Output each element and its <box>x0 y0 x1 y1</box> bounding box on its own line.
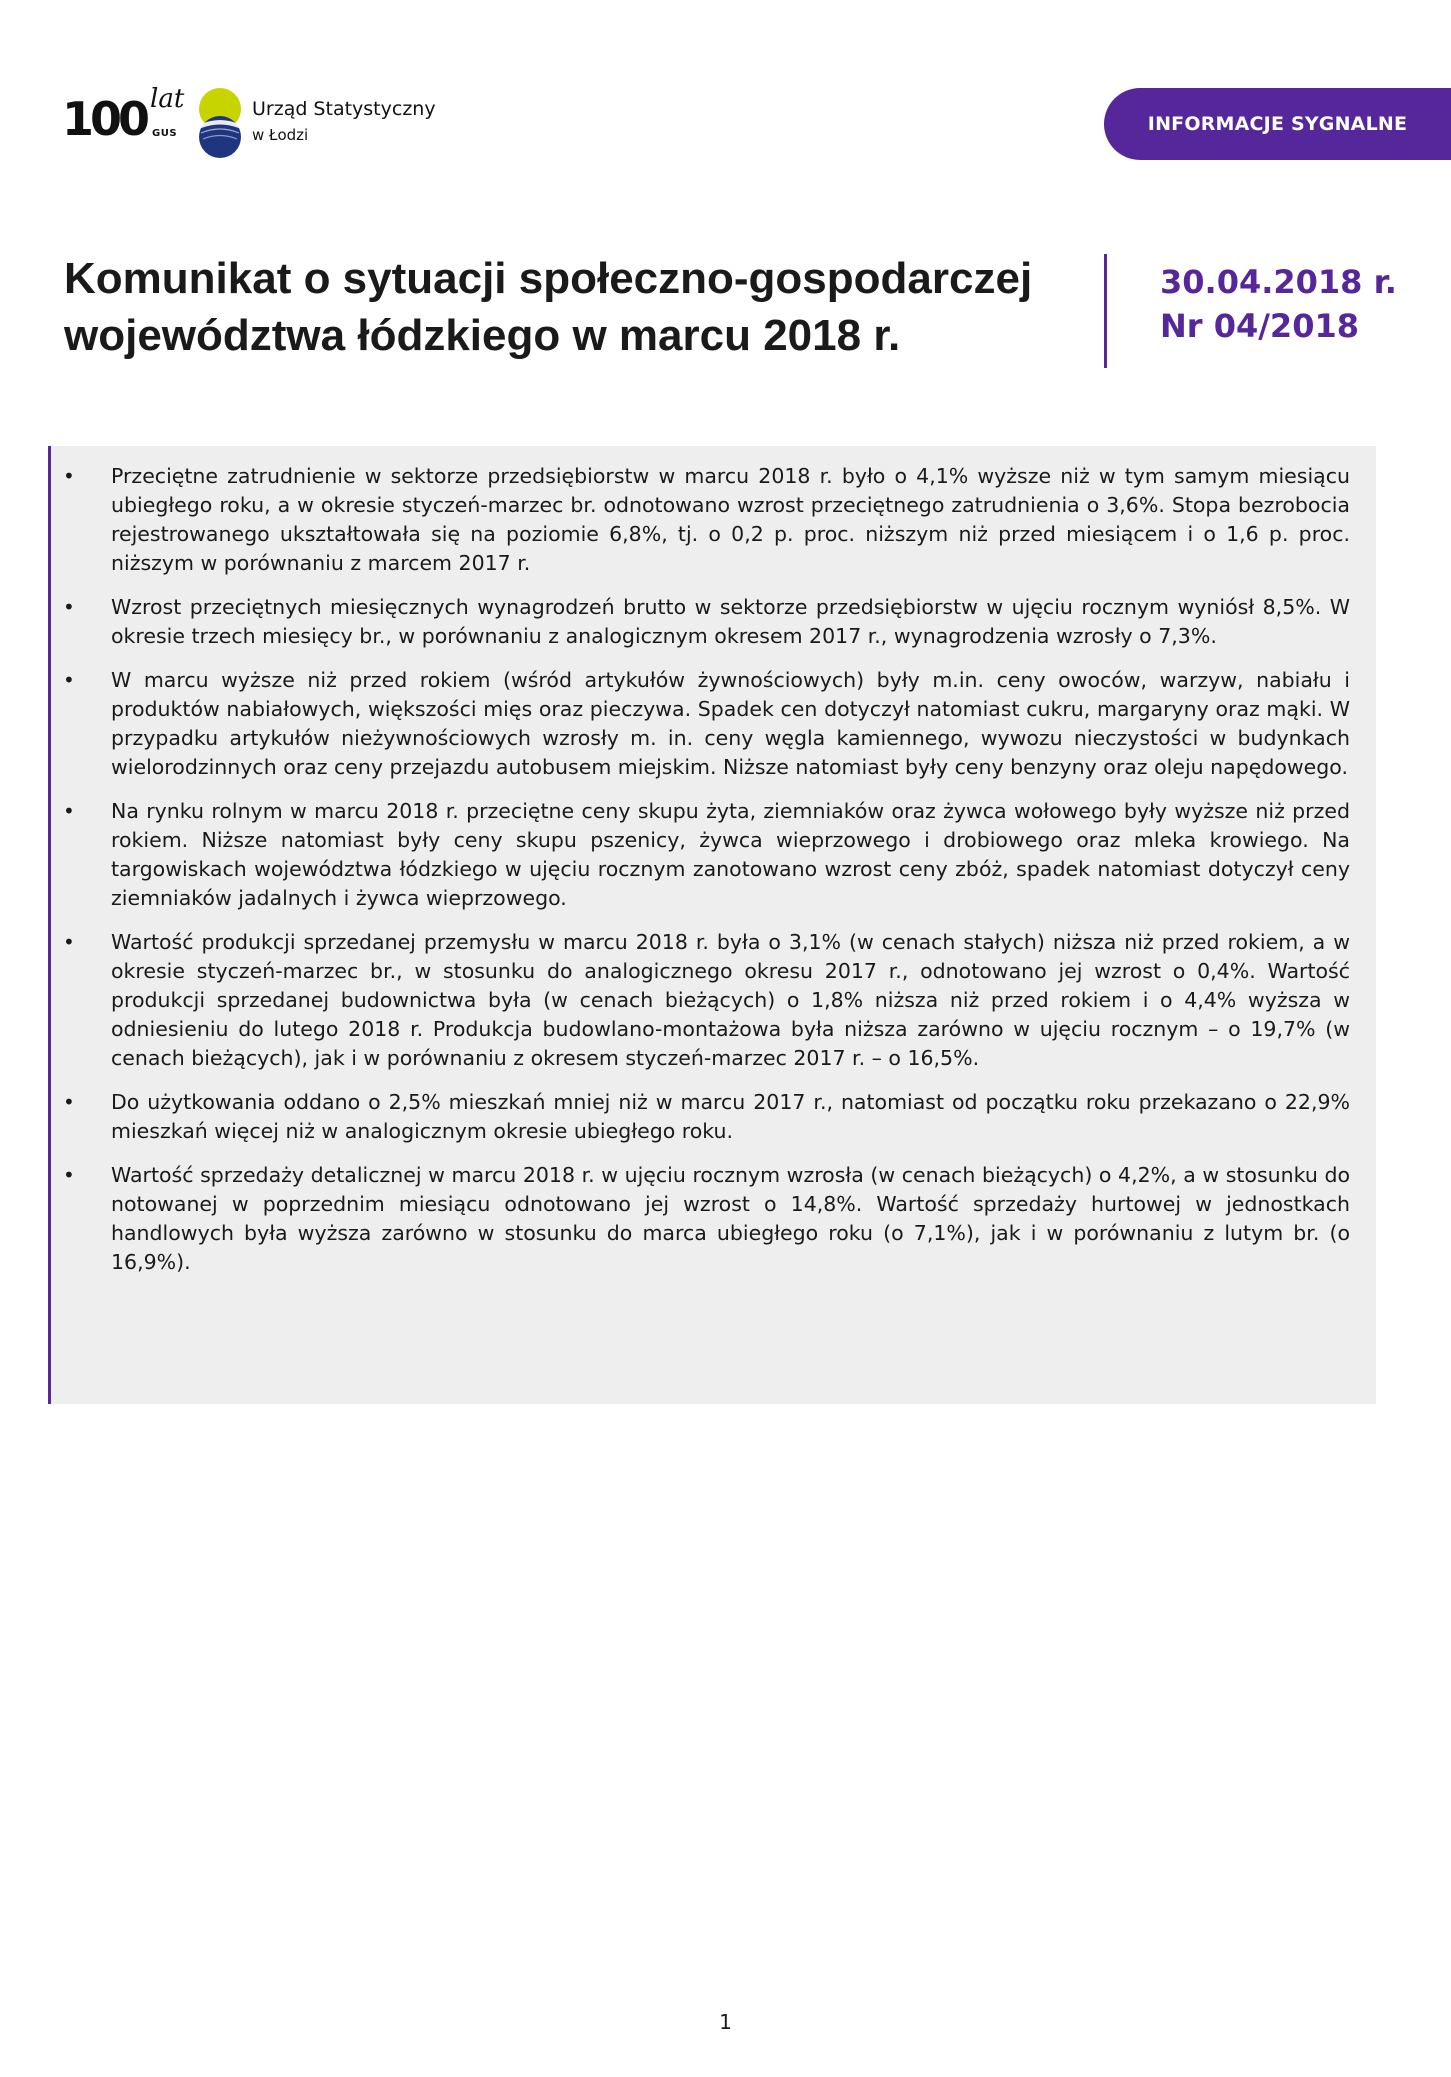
bullet-icon: • <box>63 1090 75 1114</box>
title-divider <box>1104 254 1107 368</box>
summary-item <box>51 1088 1350 1146</box>
document-title: Komunikat o sytuacji społeczno-gospodarczej województwa łódzkiego w marcu 2018 r. <box>64 254 1033 360</box>
page-number: 1 <box>719 2010 732 2034</box>
summary-item-text: Wzrost przeciętnych miesięcznych wynagrodzeń brutto w sektorze przedsiębiorstw w ujęciu rocznym wyniósł 8,5%. W okresie trzech miesięcy br., w porównaniu z analogicznym okresem 2017 r., wynagrodzenia wzrosły o 7,3%. <box>111 595 1350 648</box>
publication-number: Nr 04/2018 <box>1160 307 1359 345</box>
summary-item <box>51 928 1350 1073</box>
publication-date: 30.04.2018 r. <box>1160 263 1397 301</box>
office-name: Urząd Statystyczny <box>252 98 436 120</box>
summary-item-text: Do użytkowania oddano o 2,5% mieszkań mniej niż w marcu 2017 r., natomiast od początku roku przekazano o 22,9% mieszkań więcej niż w analogicznym okresie ubiegłego roku. <box>111 1090 1350 1143</box>
publication-type-badge: INFORMACJE SYGNALNE <box>1104 88 1451 160</box>
summary-item-text: Wartość produkcji sprzedanej przemysłu w marcu 2018 r. była o 3,1% (w cenach stałych) niższa niż przed rokiem, a w okresie styczeń-marzec br., w stosunku do analogicznego okresu 2017 r., odnotowano jej wzrost o 0,4%. Wartość produkcji sprzedanej budownictwa była (w cenach bieżących) o 1,8% niższa niż przed rokiem i o 4,4% wyższa w odniesieniu do lutego 2018 r. Produkcja budowlano-montażowa była niższa zarówno w ujęciu rocznym – o 19,7% (w cenach bieżących), jak i w porównaniu z okresem styczeń-marzec 2017 r. – o 16,5%. <box>111 930 1350 1070</box>
bullet-icon: • <box>63 799 75 823</box>
statistics-office-logo-icon <box>195 87 245 159</box>
bullet-icon: • <box>63 464 75 488</box>
summary-box <box>48 446 1376 1404</box>
summary-item <box>51 666 1350 782</box>
office-city: w Łodzi <box>252 126 309 144</box>
summary-item <box>51 797 1350 913</box>
summary-item-text: Na rynku rolnym w marcu 2018 r. przeciętne ceny skupu żyta, ziemniaków oraz żywca wołowego były wyższe niż przed rokiem. Niższe natomiast były ceny skupu pszenicy, żywca wieprzowego i drobiowego oraz mleka krowiego. Na targowiskach województwa łódzkiego w ujęciu rocznym zanotowano wzrost ceny zbóż, spadek natomiast dotyczył ceny ziemniaków jadalnych i żywca wieprzowego. <box>111 799 1350 910</box>
summary-item-text: Wartość sprzedaży detalicznej w marcu 2018 r. w ujęciu rocznym wzrosła (w cenach bieżących) o 4,2%, a w stosunku do notowanej w poprzednim miesiącu odnotowano jej wzrost o 14,8%. Wartość sprzedaży hurtowej w jednostkach handlowych była wyższa zarówno w stosunku do marca ubiegłego roku (o 7,1%), jak i w porównaniu z lutym br. (o 16,9%). <box>111 1163 1350 1274</box>
bullet-icon: • <box>63 668 75 692</box>
summary-item <box>51 462 1350 578</box>
summary-item-text: W marcu wyższe niż przed rokiem (wśród artykułów żywnościowych) były m.in. ceny owoców, warzyw, nabiału i produktów nabiałowych, większości mięs oraz pieczywa. Spadek cen dotyczył natomiast cukru, margaryny oraz mąki. W przypadku artykułów nieżywnościowych wzrosły m. in. ceny węgla kamiennego, wywozu nieczystości w budynkach wielorodzinnych oraz ceny przejazdu autobusem miejskim. Niższe natomiast były ceny benzyny oraz oleju napędowego. <box>111 668 1350 779</box>
summary-item-text: Przeciętne zatrudnienie w sektorze przedsiębiorstw w marcu 2018 r. było o 4,1% wyższe niż w tym samym miesiącu ubiegłego roku, a w okresie styczeń-marzec br. odnotowano wzrost przeciętnego zatrudnienia o 3,6%. Stopa bezrobocia rejestrowanego ukształtowała się na poziomie 6,8%, tj. o 0,2 p. proc. niższym niż przed miesiącem i o 1,6 p. proc. niższym w porównaniu z marcem 2017 r. <box>111 464 1350 575</box>
summary-item <box>51 1161 1350 1277</box>
bullet-icon: • <box>63 930 75 954</box>
anniversary-number: 100 <box>62 92 147 146</box>
bullet-icon: • <box>63 595 75 619</box>
summary-list <box>51 462 1350 1277</box>
bullet-icon: • <box>63 1163 75 1187</box>
anniversary-word: lat <box>150 84 185 114</box>
summary-item <box>51 593 1350 651</box>
anniversary-org: GUS <box>152 128 178 139</box>
